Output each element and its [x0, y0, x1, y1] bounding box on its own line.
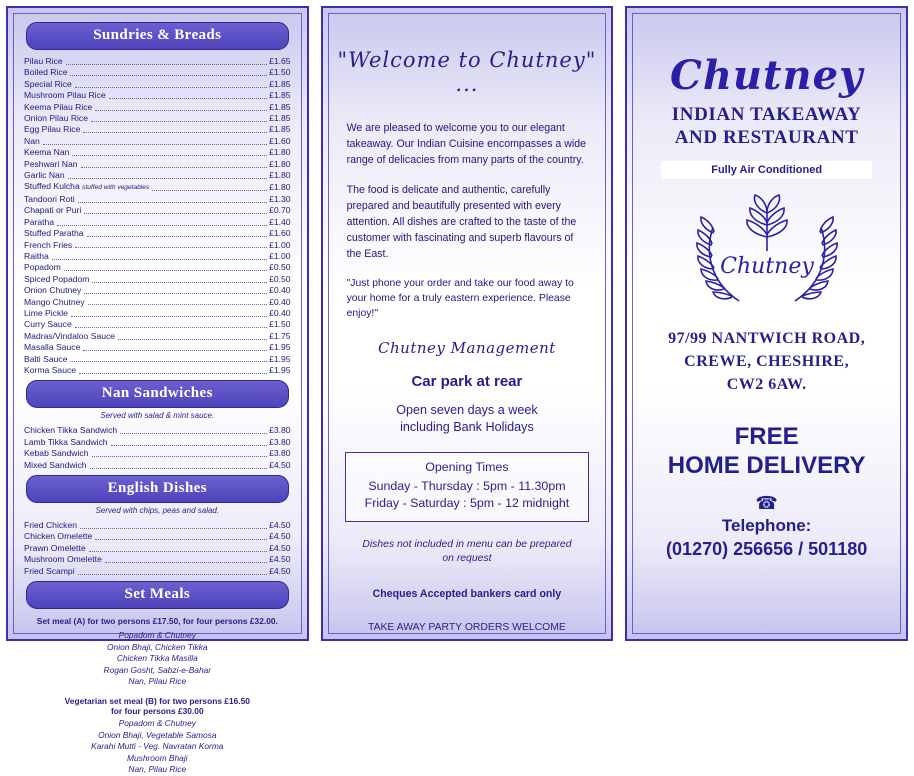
menu-item — [24, 67, 291, 78]
leader-dots — [120, 426, 267, 434]
special-request-note-line-2: on request — [442, 553, 492, 564]
opening-times-title: Opening Times — [425, 460, 509, 474]
menu-item — [24, 319, 291, 330]
item-name: Keema Nan — [24, 147, 70, 158]
menu-item — [24, 460, 291, 471]
item-name: Stuffed Kulcha stuffed with vegetables — [24, 181, 150, 192]
menu-item — [24, 181, 291, 193]
leader-dots — [105, 555, 267, 563]
leader-dots — [89, 544, 267, 552]
menu-item — [24, 90, 291, 101]
menu-item — [24, 285, 291, 296]
menu-item — [24, 240, 291, 251]
item-name: Paratha — [24, 216, 55, 227]
car-park-notice: Car park at rear — [411, 373, 523, 390]
restaurant-logo — [639, 189, 894, 321]
item-name: French Fries — [24, 239, 73, 250]
item-price: £1.75 — [269, 330, 291, 341]
set-meal-line: Karahi Mutti - Veg. Navratan Korma — [91, 741, 224, 752]
management-signature: Chutney Management — [378, 339, 556, 357]
menu-item — [24, 56, 291, 67]
brand-subtitle-line-1: INDIAN TAKEAWAY — [671, 104, 862, 125]
item-qualifier: stuffed with vegetables — [82, 184, 150, 192]
menu-panel-left — [6, 6, 309, 775]
item-price: £1.95 — [269, 353, 291, 364]
logo-wordmark-text: Chutney — [719, 254, 814, 279]
address-line-2: CREWE, CHESHIRE, — [684, 353, 850, 370]
item-price: £4.50 — [269, 459, 291, 470]
item-price: £1.85 — [269, 90, 291, 101]
item-price: £1.30 — [269, 193, 291, 204]
special-request-note — [349, 538, 586, 566]
menu-item — [24, 262, 291, 273]
item-name: Kebab Sandwich — [24, 448, 89, 459]
leader-dots — [109, 91, 267, 99]
free-delivery-line-2: HOME DELIVERY — [667, 452, 866, 479]
set-meal-line: Popadom & Chutney — [118, 718, 196, 728]
opening-times-box — [345, 452, 590, 522]
item-price: £0.40 — [269, 307, 291, 318]
set-meal-line: Onion Bhaji, Chicken Tikka — [107, 641, 208, 652]
menu-item — [24, 365, 291, 376]
brand-subtitle-line-2: AND RESTAURANT — [674, 127, 859, 148]
section-header-english-dishes: English Dishes — [26, 475, 289, 503]
menu-item — [24, 79, 291, 90]
item-price: £1.85 — [269, 78, 291, 89]
menu-item — [24, 136, 291, 147]
menu-item — [24, 205, 291, 216]
section-note-english-dishes: Served with chips, peas and salad. — [95, 506, 220, 515]
item-name: Mixed Sandwich — [24, 459, 87, 470]
item-name: Masalla Sauce — [24, 342, 81, 353]
item-name: Lamb Tikka Sandwich — [24, 436, 108, 447]
item-price: £1.95 — [269, 342, 291, 353]
item-price: £1.40 — [269, 216, 291, 227]
section-header-nan-sandwiches: Nan Sandwiches — [26, 380, 289, 408]
menu-item — [24, 274, 291, 285]
item-price: £0.50 — [269, 262, 291, 273]
menu-item — [24, 543, 291, 554]
menu-item — [24, 354, 291, 365]
menu-item — [24, 531, 291, 542]
set-meal-a-heading: Set meal (A) for two persons £17.50, for four persons £32.00. — [36, 616, 278, 627]
item-name: Chicken Tikka Sandwich — [24, 425, 118, 436]
telephone-number[interactable]: (01270) 256656 / 501180 — [666, 539, 868, 559]
item-name: Chicken Omelette — [24, 531, 93, 542]
open-days-line-1: Open seven days a week — [396, 403, 538, 417]
set-meal-line: Onion Bhaji, Vegetable Samosa — [98, 729, 217, 740]
telephone-label: Telephone: — [721, 516, 812, 535]
leader-dots — [43, 137, 267, 145]
special-request-note-line-1: Dishes not included in menu can be prepared — [362, 539, 572, 550]
leader-dots — [83, 125, 267, 133]
leader-dots — [75, 320, 267, 328]
item-name: Egg Pilau Rice — [24, 124, 81, 135]
item-price: £4.50 — [269, 565, 291, 576]
section-items-english-dishes — [24, 520, 291, 577]
open-days-notice — [335, 402, 600, 436]
item-price: £4.50 — [269, 542, 291, 553]
item-price: £1.85 — [269, 101, 291, 112]
menu-item — [24, 170, 291, 181]
leader-dots — [92, 275, 267, 283]
leader-dots — [111, 438, 267, 446]
menu-item — [24, 228, 291, 239]
item-name: Chapati or Puri — [24, 205, 82, 216]
item-name: Mango Chutney — [24, 296, 85, 307]
address-line-1: 97/99 NANTWICH ROAD, — [668, 330, 866, 347]
menu-item — [24, 113, 291, 124]
leader-dots — [71, 309, 267, 317]
item-name: Fried Scampi — [24, 565, 75, 576]
free-delivery-line-1: FREE — [734, 423, 799, 450]
item-name: Popadom — [24, 262, 61, 273]
telephone-icon: ☎ — [755, 493, 778, 513]
item-name: Special Rice — [24, 78, 72, 89]
leader-dots — [92, 449, 268, 457]
leader-dots — [79, 366, 267, 374]
item-name: Keema Pilau Rice — [24, 101, 93, 112]
item-price: £3.80 — [269, 425, 291, 436]
menu-item — [24, 159, 291, 170]
item-price: £0.50 — [269, 273, 291, 284]
leader-dots — [57, 218, 267, 226]
item-name: Lime Pickle — [24, 307, 68, 318]
set-meal-line: Popadom & Chutney — [118, 630, 196, 641]
item-name: Boiled Rice — [24, 67, 68, 78]
menu-item — [24, 147, 291, 158]
leader-dots — [95, 532, 267, 540]
leader-dots — [75, 80, 267, 88]
menu-item — [24, 554, 291, 565]
menu-item — [24, 308, 291, 319]
section-items-nan-sandwiches — [24, 425, 291, 471]
address-block — [639, 327, 894, 396]
menu-item — [24, 102, 291, 113]
set-meal-line: Rogan Gosht, Sabzi-e-Bahar — [103, 664, 212, 675]
leader-dots — [90, 461, 268, 469]
right-panel-content — [627, 8, 906, 639]
menu-item — [24, 342, 291, 353]
item-price: £1.60 — [269, 228, 291, 239]
item-name: Onion Pilau Rice — [24, 113, 89, 124]
item-price: £1.50 — [269, 319, 291, 330]
payment-notice: Cheques Accepted bankers card only — [372, 588, 562, 600]
item-price: £3.80 — [269, 448, 291, 459]
set-meal-b-heading-line2: for four persons £30.00 — [110, 706, 204, 716]
item-name: Mushroom Pilau Rice — [24, 90, 106, 101]
section-header-sundries: Sundries & Breads — [26, 22, 289, 50]
menu-panel-middle — [321, 6, 614, 641]
item-price: £0.40 — [269, 296, 291, 307]
party-orders-notice: TAKE AWAY PARTY ORDERS WELCOME — [368, 622, 566, 633]
item-name: Korma Sauce — [24, 364, 77, 375]
menu-panel-right — [625, 6, 908, 641]
item-price: £1.95 — [269, 364, 291, 375]
item-name: Stuffed Paratha — [24, 228, 84, 239]
welcome-paragraph-1: We are pleased to welcome you to our elegant takeaway. Our Indian Cuisine encompasses a wide range of delicacies from many parts of the country. — [346, 122, 587, 166]
menu-item — [24, 297, 291, 308]
address-line-3: CW2 6AW. — [726, 376, 807, 393]
item-name: Raitha — [24, 250, 49, 261]
leader-dots — [68, 171, 267, 179]
air-conditioned-badge: Fully Air Conditioned — [661, 161, 872, 179]
item-price: £1.00 — [269, 239, 291, 250]
item-name: Garlic Nan — [24, 170, 65, 181]
open-days-line-2: including Bank Holidays — [400, 420, 534, 434]
item-price: £1.65 — [269, 56, 291, 66]
left-panel-content — [8, 8, 307, 775]
brand-wordmark: Chutney — [670, 52, 864, 99]
item-name: Peshwari Nan — [24, 158, 78, 169]
leader-dots — [95, 103, 267, 111]
set-meal-a-items — [20, 630, 295, 688]
set-meal-b-items — [20, 718, 295, 776]
item-price: £0.70 — [269, 205, 291, 216]
item-price: £1.85 — [269, 124, 291, 135]
item-name: Spiced Popadom — [24, 273, 90, 284]
menu-item — [24, 251, 291, 262]
item-price: £0.40 — [269, 285, 291, 296]
welcome-heading: "Welcome to Chutney" ... — [337, 48, 597, 96]
leader-dots — [84, 286, 267, 294]
item-name: Mushroom Omelette — [24, 554, 102, 565]
item-price: £1.60 — [269, 135, 291, 146]
opening-times-line-1: Sunday - Thursday : 5pm - 11.30pm — [368, 479, 566, 493]
item-name: Prawn Omelette — [24, 542, 86, 553]
item-price: £1.80 — [269, 158, 291, 169]
menu-item — [24, 566, 291, 577]
leader-dots — [70, 68, 267, 76]
item-price: £1.80 — [269, 147, 291, 158]
menu-item — [24, 331, 291, 342]
section-items-sundries — [24, 56, 291, 376]
menu-item — [24, 124, 291, 135]
middle-panel-content — [323, 8, 612, 639]
leader-dots — [64, 263, 267, 271]
leader-dots — [84, 206, 267, 214]
free-delivery-banner — [639, 422, 894, 480]
menu-item — [24, 520, 291, 531]
section-header-set-meals: Set Meals — [26, 581, 289, 609]
set-meal-b-heading — [20, 696, 295, 716]
leader-dots — [81, 160, 268, 168]
item-name: Curry Sauce — [24, 319, 72, 330]
item-price: £4.50 — [269, 554, 291, 565]
item-price: £4.50 — [269, 520, 291, 530]
item-price: £1.00 — [269, 250, 291, 261]
leader-dots — [87, 229, 268, 237]
menu-item — [24, 448, 291, 459]
menu-item — [24, 194, 291, 205]
opening-times-line-2: Friday - Saturday : 5pm - 12 midnight — [364, 496, 570, 510]
leader-dots — [78, 567, 267, 575]
leader-dots — [66, 57, 267, 65]
item-price: £4.50 — [269, 531, 291, 542]
leader-dots — [152, 183, 267, 191]
set-meal-line: Chicken Tikka Masilla — [116, 653, 198, 664]
set-meal-line: Nan, Pilau Rice — [128, 676, 187, 687]
item-name: Tandoori Roti — [24, 193, 75, 204]
leader-dots — [88, 297, 267, 305]
set-meal-b-heading-line1: Vegetarian set meal (B) for two persons £16.50 — [64, 696, 250, 706]
leader-dots — [80, 521, 267, 529]
leader-dots — [83, 343, 267, 351]
item-name: Balti Sauce — [24, 353, 68, 364]
item-name: Pilau Rice — [24, 56, 63, 66]
leader-dots — [70, 354, 267, 362]
set-meal-line: Mushroom Bhaji — [127, 752, 188, 763]
menu-item — [24, 425, 291, 436]
wheat-wreath-logo-icon — [667, 189, 867, 321]
menu-item — [24, 437, 291, 448]
item-name: Nan — [24, 135, 40, 146]
item-name: Madras/Vindaloo Sauce — [24, 330, 116, 341]
item-price: £1.50 — [269, 67, 291, 78]
leader-dots — [72, 148, 267, 156]
leader-dots — [78, 195, 267, 203]
item-price: £3.80 — [269, 436, 291, 447]
item-name: Onion Chutney — [24, 285, 82, 296]
leader-dots — [91, 114, 267, 122]
welcome-paragraph-2: The food is delicate and authentic, carefully prepared and beautifully presented with every attention. All dishes are crafted to the taste of the customer with fascinating and superb flavours of the East. — [346, 184, 577, 260]
item-price: £1.85 — [269, 113, 291, 124]
item-price: £1.80 — [269, 182, 291, 193]
leader-dots — [75, 240, 267, 248]
item-price: £1.80 — [269, 170, 291, 181]
item-name: Fried Chicken — [24, 520, 78, 530]
set-meal-line: Nan, Pilau Rice — [128, 764, 187, 775]
section-note-nan-sandwiches: Served with salad & mint sauce. — [100, 411, 215, 421]
welcome-quote: "Just phone your order and take our food away to your home for a truly eastern experience. Please enjoy!" — [346, 278, 574, 319]
menu-item — [24, 217, 291, 228]
leader-dots — [52, 252, 267, 260]
leader-dots — [118, 332, 267, 340]
